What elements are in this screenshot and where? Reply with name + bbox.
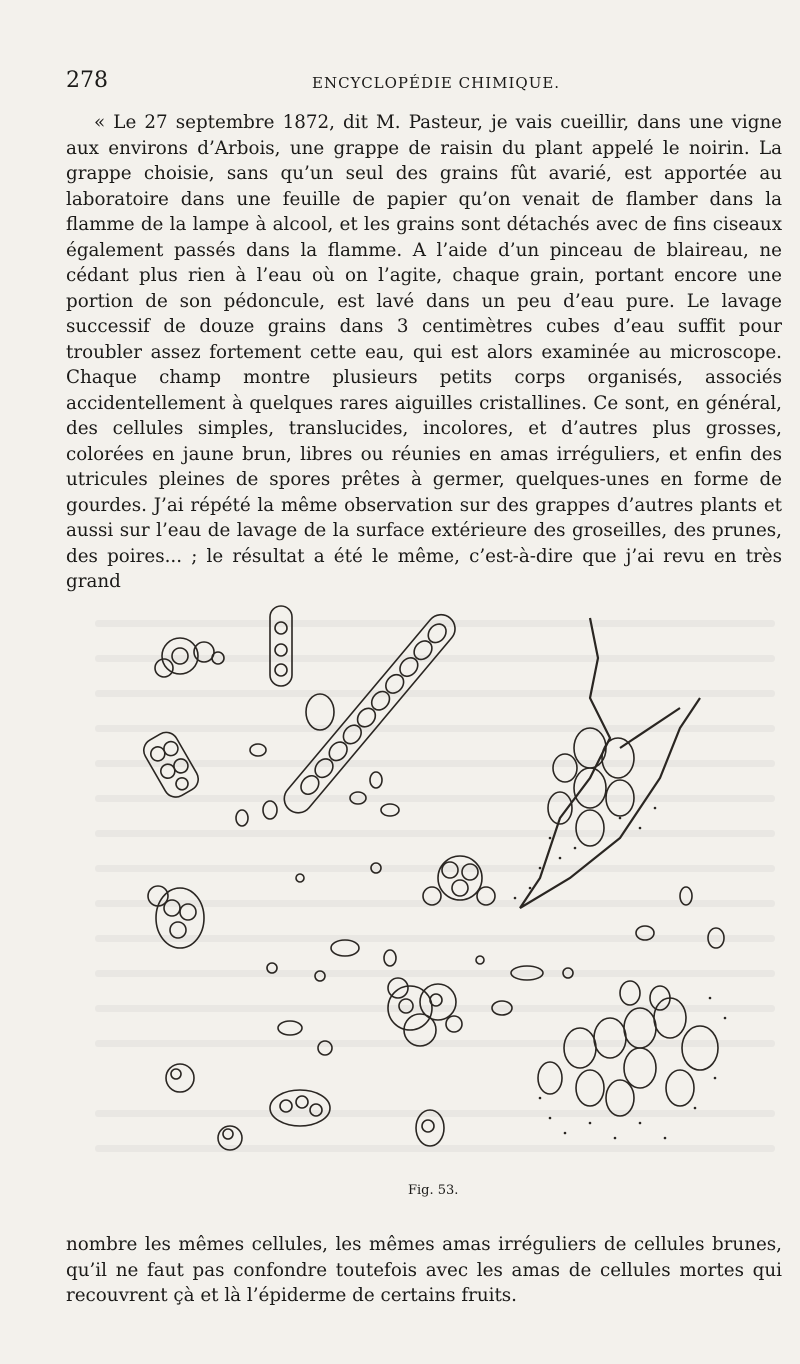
small-cell-groups xyxy=(166,1064,444,1150)
running-head: ENCYCLOPÉDIE CHIMIQUE. xyxy=(312,74,561,92)
figure-caption: Fig. 53. xyxy=(408,1183,459,1198)
cell-rosette xyxy=(423,856,495,905)
utricle-upright xyxy=(270,606,292,686)
microscope-figure xyxy=(120,578,770,1178)
budding-cluster xyxy=(148,886,204,948)
brown-cell-group xyxy=(139,728,202,801)
vine-debris xyxy=(520,618,700,908)
cell-mass-lower xyxy=(538,981,718,1116)
page-number: 278 xyxy=(66,68,108,93)
cell-mass-upper xyxy=(548,728,634,846)
body-paragraph-continued: nombre les mêmes cellules, les mêmes amas irréguliers de cellules brunes, qu’il ne faut pas confondre toutefois avec les amas de cellules mortes qui recouvrent çà et là l’épiderme de certains fruits. xyxy=(66,1234,782,1306)
spore-cluster xyxy=(155,638,224,677)
page-header xyxy=(66,68,766,96)
body-paragraph: « Le 27 septembre 1872, dit M. Pasteur, je vais cueillir, dans une vigne aux environs d’Arbois, une grappe de raisin du plant appelé le noirin. La grappe choisie, sans qu’un seul des grains fût avarié, est apportée au laboratoire dans une feuille de papier qu’on venait de flamber dans la flamme de la lampe à alcool, et les grains sont détachés avec de fins ciseaux également passés dans la flamme. A l’aide d’un pinceau de blaireau, ne cédant plus rien à l’eau où on l’agite, chaque grain, portant encore une portion de son pédoncule, est lavé dans un peu d’eau pure. Le lavage successif de douze grains dans 3 centimètres cubes d’eau suffit pour troubler assez fortement cette eau, qui est alors examinée au microscope. Chaque champ montre plusieurs petits corps organisés, associés accidentellement à quelques rares aiguilles cristallines. Ce sont, en général, des cellules simples, translucides, incolores, et d’autres plus grosses, colorées en jaune brun, libres ou réunies en amas irréguliers, et enfin des utricules pleines de spores prêtes à germer, quelques-unes en forme de gourdes. J’ai répété la même observation sur des grappes d’autres plants et aussi sur l’eau de lavage de la surface extérieure des groseilles, des prunes, des poires... ; le résultat a été le même, c’est-à-dire que j’ai revu en très grand xyxy=(66,112,782,592)
cell-cluster-lower xyxy=(388,978,462,1046)
microscope-cells-illustration xyxy=(120,578,770,1178)
